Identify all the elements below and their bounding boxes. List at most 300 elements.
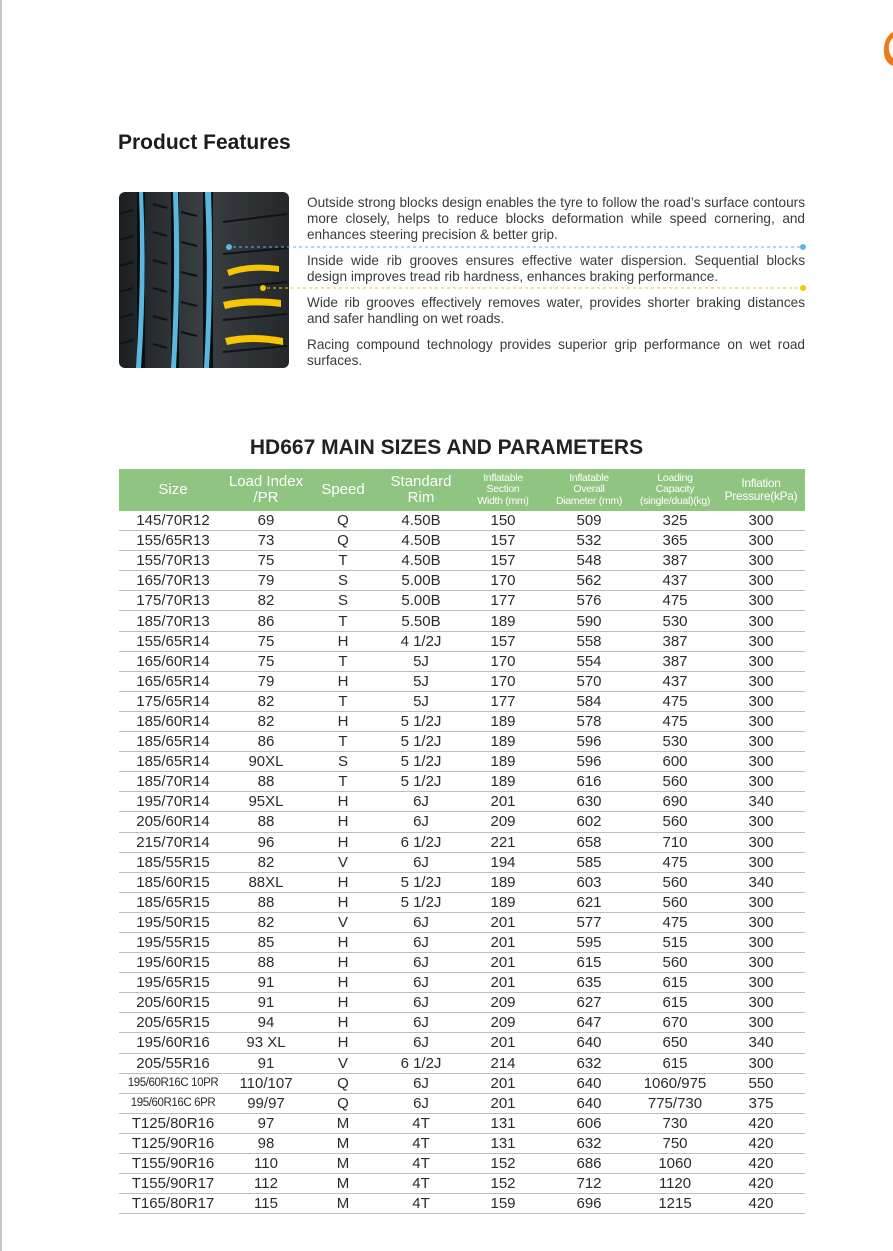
- cell-size: 185/70R14: [119, 772, 227, 792]
- cell-section-width: 201: [461, 953, 545, 973]
- cell-section-width: 189: [461, 611, 545, 631]
- cell-inflation-pressure: 300: [717, 531, 805, 551]
- cell-load-index: 73: [227, 531, 305, 551]
- cell-section-width: 157: [461, 551, 545, 571]
- cell-size: 185/65R14: [119, 752, 227, 772]
- cell-section-width: 209: [461, 812, 545, 832]
- cell-size: 165/65R14: [119, 671, 227, 691]
- cell-section-width: 221: [461, 832, 545, 852]
- cell-size: T155/90R16: [119, 1154, 227, 1174]
- cell-size: 185/65R14: [119, 732, 227, 752]
- table-row: [119, 571, 805, 591]
- table-row: [119, 551, 805, 571]
- cell-loading-capacity: 475: [633, 912, 717, 932]
- header-load-index: Load Index /PR: [227, 469, 305, 511]
- cell-loading-capacity: 1060: [633, 1154, 717, 1174]
- cell-rim: 6J: [381, 812, 461, 832]
- cell-overall-diameter: 570: [545, 671, 633, 691]
- table-row: [119, 1194, 805, 1214]
- cell-speed: H: [305, 892, 381, 912]
- cell-loading-capacity: 475: [633, 591, 717, 611]
- feature-text: Outside strong blocks design enables the tyre to follow the road’s surface contours more closely, helps to reduce blocks deformation while speed cornering, and enhances steering precision & better grip.: [307, 195, 805, 242]
- cell-loading-capacity: 387: [633, 651, 717, 671]
- cell-inflation-pressure: 375: [717, 1093, 805, 1113]
- cell-rim: 4T: [381, 1113, 461, 1133]
- cell-inflation-pressure: 300: [717, 1053, 805, 1073]
- cell-inflation-pressure: 420: [717, 1113, 805, 1133]
- cell-size: 205/60R14: [119, 812, 227, 832]
- cell-load-index: 99/97: [227, 1093, 305, 1113]
- cell-overall-diameter: 647: [545, 1013, 633, 1033]
- cell-loading-capacity: 1120: [633, 1174, 717, 1194]
- cell-load-index: 97: [227, 1113, 305, 1133]
- cell-loading-capacity: 475: [633, 711, 717, 731]
- cell-load-index: 94: [227, 1013, 305, 1033]
- cell-load-index: 85: [227, 932, 305, 952]
- cell-speed: H: [305, 1013, 381, 1033]
- cell-speed: Q: [305, 511, 381, 531]
- cell-rim: 6J: [381, 993, 461, 1013]
- cell-speed: S: [305, 591, 381, 611]
- cell-rim: 5.00B: [381, 591, 461, 611]
- table-row: [119, 1174, 805, 1194]
- cell-speed: V: [305, 1053, 381, 1073]
- cell-rim: 5 1/2J: [381, 772, 461, 792]
- cell-overall-diameter: 576: [545, 591, 633, 611]
- cell-size: 195/60R16C 10PR: [119, 1073, 227, 1093]
- cell-rim: 5.50B: [381, 611, 461, 631]
- table-row: [119, 872, 805, 892]
- cell-section-width: 189: [461, 711, 545, 731]
- cell-section-width: 170: [461, 571, 545, 591]
- cell-overall-diameter: 602: [545, 812, 633, 832]
- cell-inflation-pressure: 300: [717, 812, 805, 832]
- cell-overall-diameter: 554: [545, 651, 633, 671]
- cell-loading-capacity: 710: [633, 832, 717, 852]
- table-row: [119, 812, 805, 832]
- cell-load-index: 86: [227, 611, 305, 631]
- cell-inflation-pressure: 420: [717, 1154, 805, 1174]
- feature-list: [307, 195, 805, 369]
- cell-speed: H: [305, 812, 381, 832]
- cell-size: 185/70R13: [119, 611, 227, 631]
- cell-overall-diameter: 615: [545, 953, 633, 973]
- cell-inflation-pressure: 300: [717, 892, 805, 912]
- table-row: [119, 792, 805, 812]
- cell-rim: 4T: [381, 1174, 461, 1194]
- cell-overall-diameter: 696: [545, 1194, 633, 1214]
- cell-inflation-pressure: 420: [717, 1194, 805, 1214]
- cell-speed: T: [305, 772, 381, 792]
- cell-load-index: 82: [227, 711, 305, 731]
- feature-text: Racing compound technology provides superior grip performance on wet road surfaces.: [307, 337, 805, 368]
- table-row: [119, 531, 805, 551]
- cell-inflation-pressure: 420: [717, 1174, 805, 1194]
- cell-inflation-pressure: 300: [717, 732, 805, 752]
- cell-section-width: 170: [461, 651, 545, 671]
- table-body: [119, 511, 805, 1214]
- cell-overall-diameter: 578: [545, 711, 633, 731]
- cell-section-width: 189: [461, 892, 545, 912]
- cell-inflation-pressure: 340: [717, 792, 805, 812]
- cell-rim: 6J: [381, 1073, 461, 1093]
- table-title-text: MAIN SIZES AND PARAMETERS: [315, 436, 644, 459]
- cell-rim: 6J: [381, 792, 461, 812]
- cell-inflation-pressure: 300: [717, 511, 805, 531]
- cell-section-width: 131: [461, 1133, 545, 1153]
- cell-overall-diameter: 590: [545, 611, 633, 631]
- cell-section-width: 201: [461, 973, 545, 993]
- cell-loading-capacity: 475: [633, 852, 717, 872]
- cell-rim: 4.50B: [381, 511, 461, 531]
- table-row: [119, 912, 805, 932]
- feature-text: Wide rib grooves effectively removes water, provides shorter braking distances and safer handling on wet roads.: [307, 295, 805, 326]
- cell-section-width: 189: [461, 752, 545, 772]
- cell-section-width: 159: [461, 1194, 545, 1214]
- cell-overall-diameter: 596: [545, 732, 633, 752]
- cell-inflation-pressure: 300: [717, 953, 805, 973]
- cell-section-width: 194: [461, 852, 545, 872]
- cell-loading-capacity: 475: [633, 691, 717, 711]
- cell-loading-capacity: 650: [633, 1033, 717, 1053]
- cell-overall-diameter: 640: [545, 1033, 633, 1053]
- cell-rim: 5 1/2J: [381, 732, 461, 752]
- table-row: [119, 711, 805, 731]
- cell-load-index: 88: [227, 892, 305, 912]
- cell-inflation-pressure: 300: [717, 691, 805, 711]
- cell-size: 195/65R15: [119, 973, 227, 993]
- cell-rim: 6J: [381, 1093, 461, 1113]
- cell-loading-capacity: 775/730: [633, 1093, 717, 1113]
- cell-load-index: 91: [227, 973, 305, 993]
- cell-section-width: 152: [461, 1174, 545, 1194]
- cell-loading-capacity: 387: [633, 551, 717, 571]
- cell-section-width: 170: [461, 671, 545, 691]
- table-row: [119, 671, 805, 691]
- cell-rim: 6J: [381, 912, 461, 932]
- cell-overall-diameter: 627: [545, 993, 633, 1013]
- table-row: [119, 511, 805, 531]
- cell-rim: 6J: [381, 973, 461, 993]
- header-section-width: Inflatable Section Width (mm): [461, 469, 545, 511]
- cell-load-index: 88: [227, 772, 305, 792]
- cell-inflation-pressure: 300: [717, 973, 805, 993]
- cell-rim: 6J: [381, 953, 461, 973]
- cell-overall-diameter: 658: [545, 832, 633, 852]
- cell-inflation-pressure: 300: [717, 551, 805, 571]
- cell-section-width: 157: [461, 631, 545, 651]
- cell-loading-capacity: 1215: [633, 1194, 717, 1214]
- cell-load-index: 86: [227, 732, 305, 752]
- header-speed: Speed: [305, 469, 381, 511]
- cell-size: 205/55R16: [119, 1053, 227, 1073]
- cell-speed: H: [305, 993, 381, 1013]
- cell-loading-capacity: 615: [633, 973, 717, 993]
- cell-load-index: 91: [227, 993, 305, 1013]
- cell-loading-capacity: 560: [633, 953, 717, 973]
- cell-loading-capacity: 670: [633, 1013, 717, 1033]
- cell-load-index: 75: [227, 631, 305, 651]
- cell-inflation-pressure: 300: [717, 611, 805, 631]
- cell-speed: H: [305, 711, 381, 731]
- table-row: [119, 752, 805, 772]
- cell-size: 185/60R14: [119, 711, 227, 731]
- cell-size: 185/55R15: [119, 852, 227, 872]
- cell-loading-capacity: 1060/975: [633, 1073, 717, 1093]
- cell-rim: 6J: [381, 852, 461, 872]
- cell-section-width: 157: [461, 531, 545, 551]
- cell-size: 175/70R13: [119, 591, 227, 611]
- header-loading-capacity: Loading Capacity (single/dual)(kg): [633, 469, 717, 511]
- cell-load-index: 90XL: [227, 752, 305, 772]
- cell-overall-diameter: 616: [545, 772, 633, 792]
- header-size: Size: [119, 469, 227, 511]
- cell-overall-diameter: 509: [545, 511, 633, 531]
- cell-loading-capacity: 560: [633, 812, 717, 832]
- cell-overall-diameter: 532: [545, 531, 633, 551]
- cell-rim: 4T: [381, 1154, 461, 1174]
- cell-size: 205/65R15: [119, 1013, 227, 1033]
- cell-load-index: 75: [227, 551, 305, 571]
- header-inflation-pressure: Inflation Pressure(kPa): [717, 469, 805, 511]
- cell-inflation-pressure: 300: [717, 631, 805, 651]
- table-row: [119, 591, 805, 611]
- cell-overall-diameter: 558: [545, 631, 633, 651]
- cell-speed: H: [305, 832, 381, 852]
- cell-overall-diameter: 640: [545, 1093, 633, 1113]
- cell-size: 155/65R13: [119, 531, 227, 551]
- cell-loading-capacity: 387: [633, 631, 717, 651]
- brand-logo-icon: [881, 22, 893, 66]
- cell-size: 155/65R14: [119, 631, 227, 651]
- cell-section-width: 201: [461, 792, 545, 812]
- cell-overall-diameter: 640: [545, 1073, 633, 1093]
- cell-load-index: 110: [227, 1154, 305, 1174]
- cell-size: 195/50R15: [119, 912, 227, 932]
- product-features-title: Product Features: [118, 131, 291, 154]
- cell-inflation-pressure: 300: [717, 591, 805, 611]
- cell-inflation-pressure: 300: [717, 932, 805, 952]
- cell-inflation-pressure: 300: [717, 852, 805, 872]
- cell-overall-diameter: 606: [545, 1113, 633, 1133]
- cell-size: 165/70R13: [119, 571, 227, 591]
- cell-rim: 5 1/2J: [381, 752, 461, 772]
- cell-loading-capacity: 730: [633, 1113, 717, 1133]
- cell-inflation-pressure: 300: [717, 571, 805, 591]
- table-row: [119, 1053, 805, 1073]
- cell-size: 195/70R14: [119, 792, 227, 812]
- cell-section-width: 209: [461, 1013, 545, 1033]
- cell-load-index: 96: [227, 832, 305, 852]
- cell-speed: M: [305, 1194, 381, 1214]
- cell-speed: M: [305, 1174, 381, 1194]
- cell-size: 145/70R12: [119, 511, 227, 531]
- cell-loading-capacity: 690: [633, 792, 717, 812]
- cell-section-width: 177: [461, 691, 545, 711]
- cell-speed: V: [305, 852, 381, 872]
- cell-size: 195/60R15: [119, 953, 227, 973]
- cell-section-width: 177: [461, 591, 545, 611]
- cell-load-index: 79: [227, 671, 305, 691]
- table-row: [119, 852, 805, 872]
- table-row: [119, 772, 805, 792]
- cell-loading-capacity: 530: [633, 611, 717, 631]
- table-row: [119, 691, 805, 711]
- cell-rim: 5 1/2J: [381, 711, 461, 731]
- cell-speed: Q: [305, 1073, 381, 1093]
- cell-rim: 5J: [381, 691, 461, 711]
- cell-speed: H: [305, 932, 381, 952]
- cell-section-width: 209: [461, 993, 545, 1013]
- cell-speed: M: [305, 1133, 381, 1153]
- header-standard-rim: Standard Rim: [381, 469, 461, 511]
- cell-rim: 5.00B: [381, 571, 461, 591]
- cell-overall-diameter: 595: [545, 932, 633, 952]
- cell-inflation-pressure: 300: [717, 1013, 805, 1033]
- cell-size: 175/65R14: [119, 691, 227, 711]
- cell-size: T155/90R17: [119, 1174, 227, 1194]
- table-row: [119, 1033, 805, 1053]
- feature-text: Inside wide rib grooves ensures effective water dispersion. Sequential blocks design improves tread rib hardness, enhances braking performance.: [307, 253, 805, 284]
- cell-overall-diameter: 585: [545, 852, 633, 872]
- cell-inflation-pressure: 300: [717, 671, 805, 691]
- table-row: [119, 973, 805, 993]
- table-row: [119, 993, 805, 1013]
- cell-speed: T: [305, 611, 381, 631]
- page-edge-line: [0, 0, 2, 1251]
- cell-size: 165/60R14: [119, 651, 227, 671]
- cell-speed: H: [305, 631, 381, 651]
- cell-rim: 4T: [381, 1194, 461, 1214]
- cell-size: 205/60R15: [119, 993, 227, 1013]
- cell-load-index: 91: [227, 1053, 305, 1073]
- cell-size: 195/60R16: [119, 1033, 227, 1053]
- cell-inflation-pressure: 300: [717, 651, 805, 671]
- cell-loading-capacity: 325: [633, 511, 717, 531]
- cell-load-index: 115: [227, 1194, 305, 1214]
- cell-load-index: 82: [227, 852, 305, 872]
- cell-load-index: 82: [227, 591, 305, 611]
- cell-speed: T: [305, 732, 381, 752]
- cell-speed: Q: [305, 531, 381, 551]
- cell-load-index: 98: [227, 1133, 305, 1153]
- cell-overall-diameter: 562: [545, 571, 633, 591]
- cell-speed: Q: [305, 1093, 381, 1113]
- cell-size: 185/65R15: [119, 892, 227, 912]
- cell-speed: T: [305, 691, 381, 711]
- table-row: [119, 1133, 805, 1153]
- cell-inflation-pressure: 300: [717, 772, 805, 792]
- cell-speed: H: [305, 953, 381, 973]
- cell-loading-capacity: 365: [633, 531, 717, 551]
- table-header-row: [119, 469, 805, 511]
- cell-section-width: 189: [461, 872, 545, 892]
- cell-overall-diameter: 632: [545, 1053, 633, 1073]
- cell-speed: H: [305, 671, 381, 691]
- cell-loading-capacity: 515: [633, 932, 717, 952]
- cell-rim: 4.50B: [381, 551, 461, 571]
- header-overall-diameter: Inflatable Overall Diameter (mm): [545, 469, 633, 511]
- cell-size: 185/60R15: [119, 872, 227, 892]
- cell-rim: 6J: [381, 1013, 461, 1033]
- cell-rim: 5J: [381, 671, 461, 691]
- cell-load-index: 93 XL: [227, 1033, 305, 1053]
- cell-speed: M: [305, 1154, 381, 1174]
- cell-load-index: 112: [227, 1174, 305, 1194]
- table-row: [119, 1093, 805, 1113]
- cell-section-width: 201: [461, 932, 545, 952]
- cell-rim: 6 1/2J: [381, 832, 461, 852]
- cell-rim: 6J: [381, 1033, 461, 1053]
- cell-size: 155/70R13: [119, 551, 227, 571]
- cell-rim: 5 1/2J: [381, 872, 461, 892]
- cell-overall-diameter: 712: [545, 1174, 633, 1194]
- table-row: [119, 631, 805, 651]
- cell-speed: V: [305, 912, 381, 932]
- cell-rim: 4T: [381, 1133, 461, 1153]
- cell-rim: 5 1/2J: [381, 892, 461, 912]
- cell-rim: 6J: [381, 932, 461, 952]
- cell-overall-diameter: 603: [545, 872, 633, 892]
- cell-inflation-pressure: 300: [717, 711, 805, 731]
- cell-speed: T: [305, 551, 381, 571]
- table-row: [119, 1013, 805, 1033]
- cell-loading-capacity: 560: [633, 772, 717, 792]
- table-title: [0, 436, 893, 460]
- cell-rim: 5J: [381, 651, 461, 671]
- cell-speed: T: [305, 651, 381, 671]
- cell-rim: 6 1/2J: [381, 1053, 461, 1073]
- cell-section-width: 189: [461, 772, 545, 792]
- cell-overall-diameter: 584: [545, 691, 633, 711]
- model-name: HD667: [249, 436, 316, 459]
- cell-inflation-pressure: 420: [717, 1133, 805, 1153]
- cell-loading-capacity: 615: [633, 1053, 717, 1073]
- cell-overall-diameter: 632: [545, 1133, 633, 1153]
- cell-speed: M: [305, 1113, 381, 1133]
- cell-speed: H: [305, 973, 381, 993]
- cell-load-index: 88: [227, 812, 305, 832]
- cell-rim: 4 1/2J: [381, 631, 461, 651]
- cell-size: T125/90R16: [119, 1133, 227, 1153]
- cell-section-width: 131: [461, 1113, 545, 1133]
- cell-rim: 4.50B: [381, 531, 461, 551]
- parameters-table: [119, 469, 805, 1214]
- cell-section-width: 189: [461, 732, 545, 752]
- cell-loading-capacity: 615: [633, 993, 717, 1013]
- cell-inflation-pressure: 300: [717, 752, 805, 772]
- cell-overall-diameter: 577: [545, 912, 633, 932]
- cell-overall-diameter: 621: [545, 892, 633, 912]
- cell-speed: H: [305, 872, 381, 892]
- cell-loading-capacity: 560: [633, 872, 717, 892]
- table-row: [119, 1113, 805, 1133]
- cell-overall-diameter: 686: [545, 1154, 633, 1174]
- cell-section-width: 201: [461, 1033, 545, 1053]
- cell-size: 195/60R16C 6PR: [119, 1093, 227, 1113]
- cell-loading-capacity: 750: [633, 1133, 717, 1153]
- cell-inflation-pressure: 340: [717, 872, 805, 892]
- table-row: [119, 1073, 805, 1093]
- cell-speed: H: [305, 1033, 381, 1053]
- table-row: [119, 932, 805, 952]
- table-row: [119, 953, 805, 973]
- cell-section-width: 201: [461, 912, 545, 932]
- cell-loading-capacity: 437: [633, 671, 717, 691]
- cell-load-index: 69: [227, 511, 305, 531]
- table-row: [119, 892, 805, 912]
- cell-size: T125/80R16: [119, 1113, 227, 1133]
